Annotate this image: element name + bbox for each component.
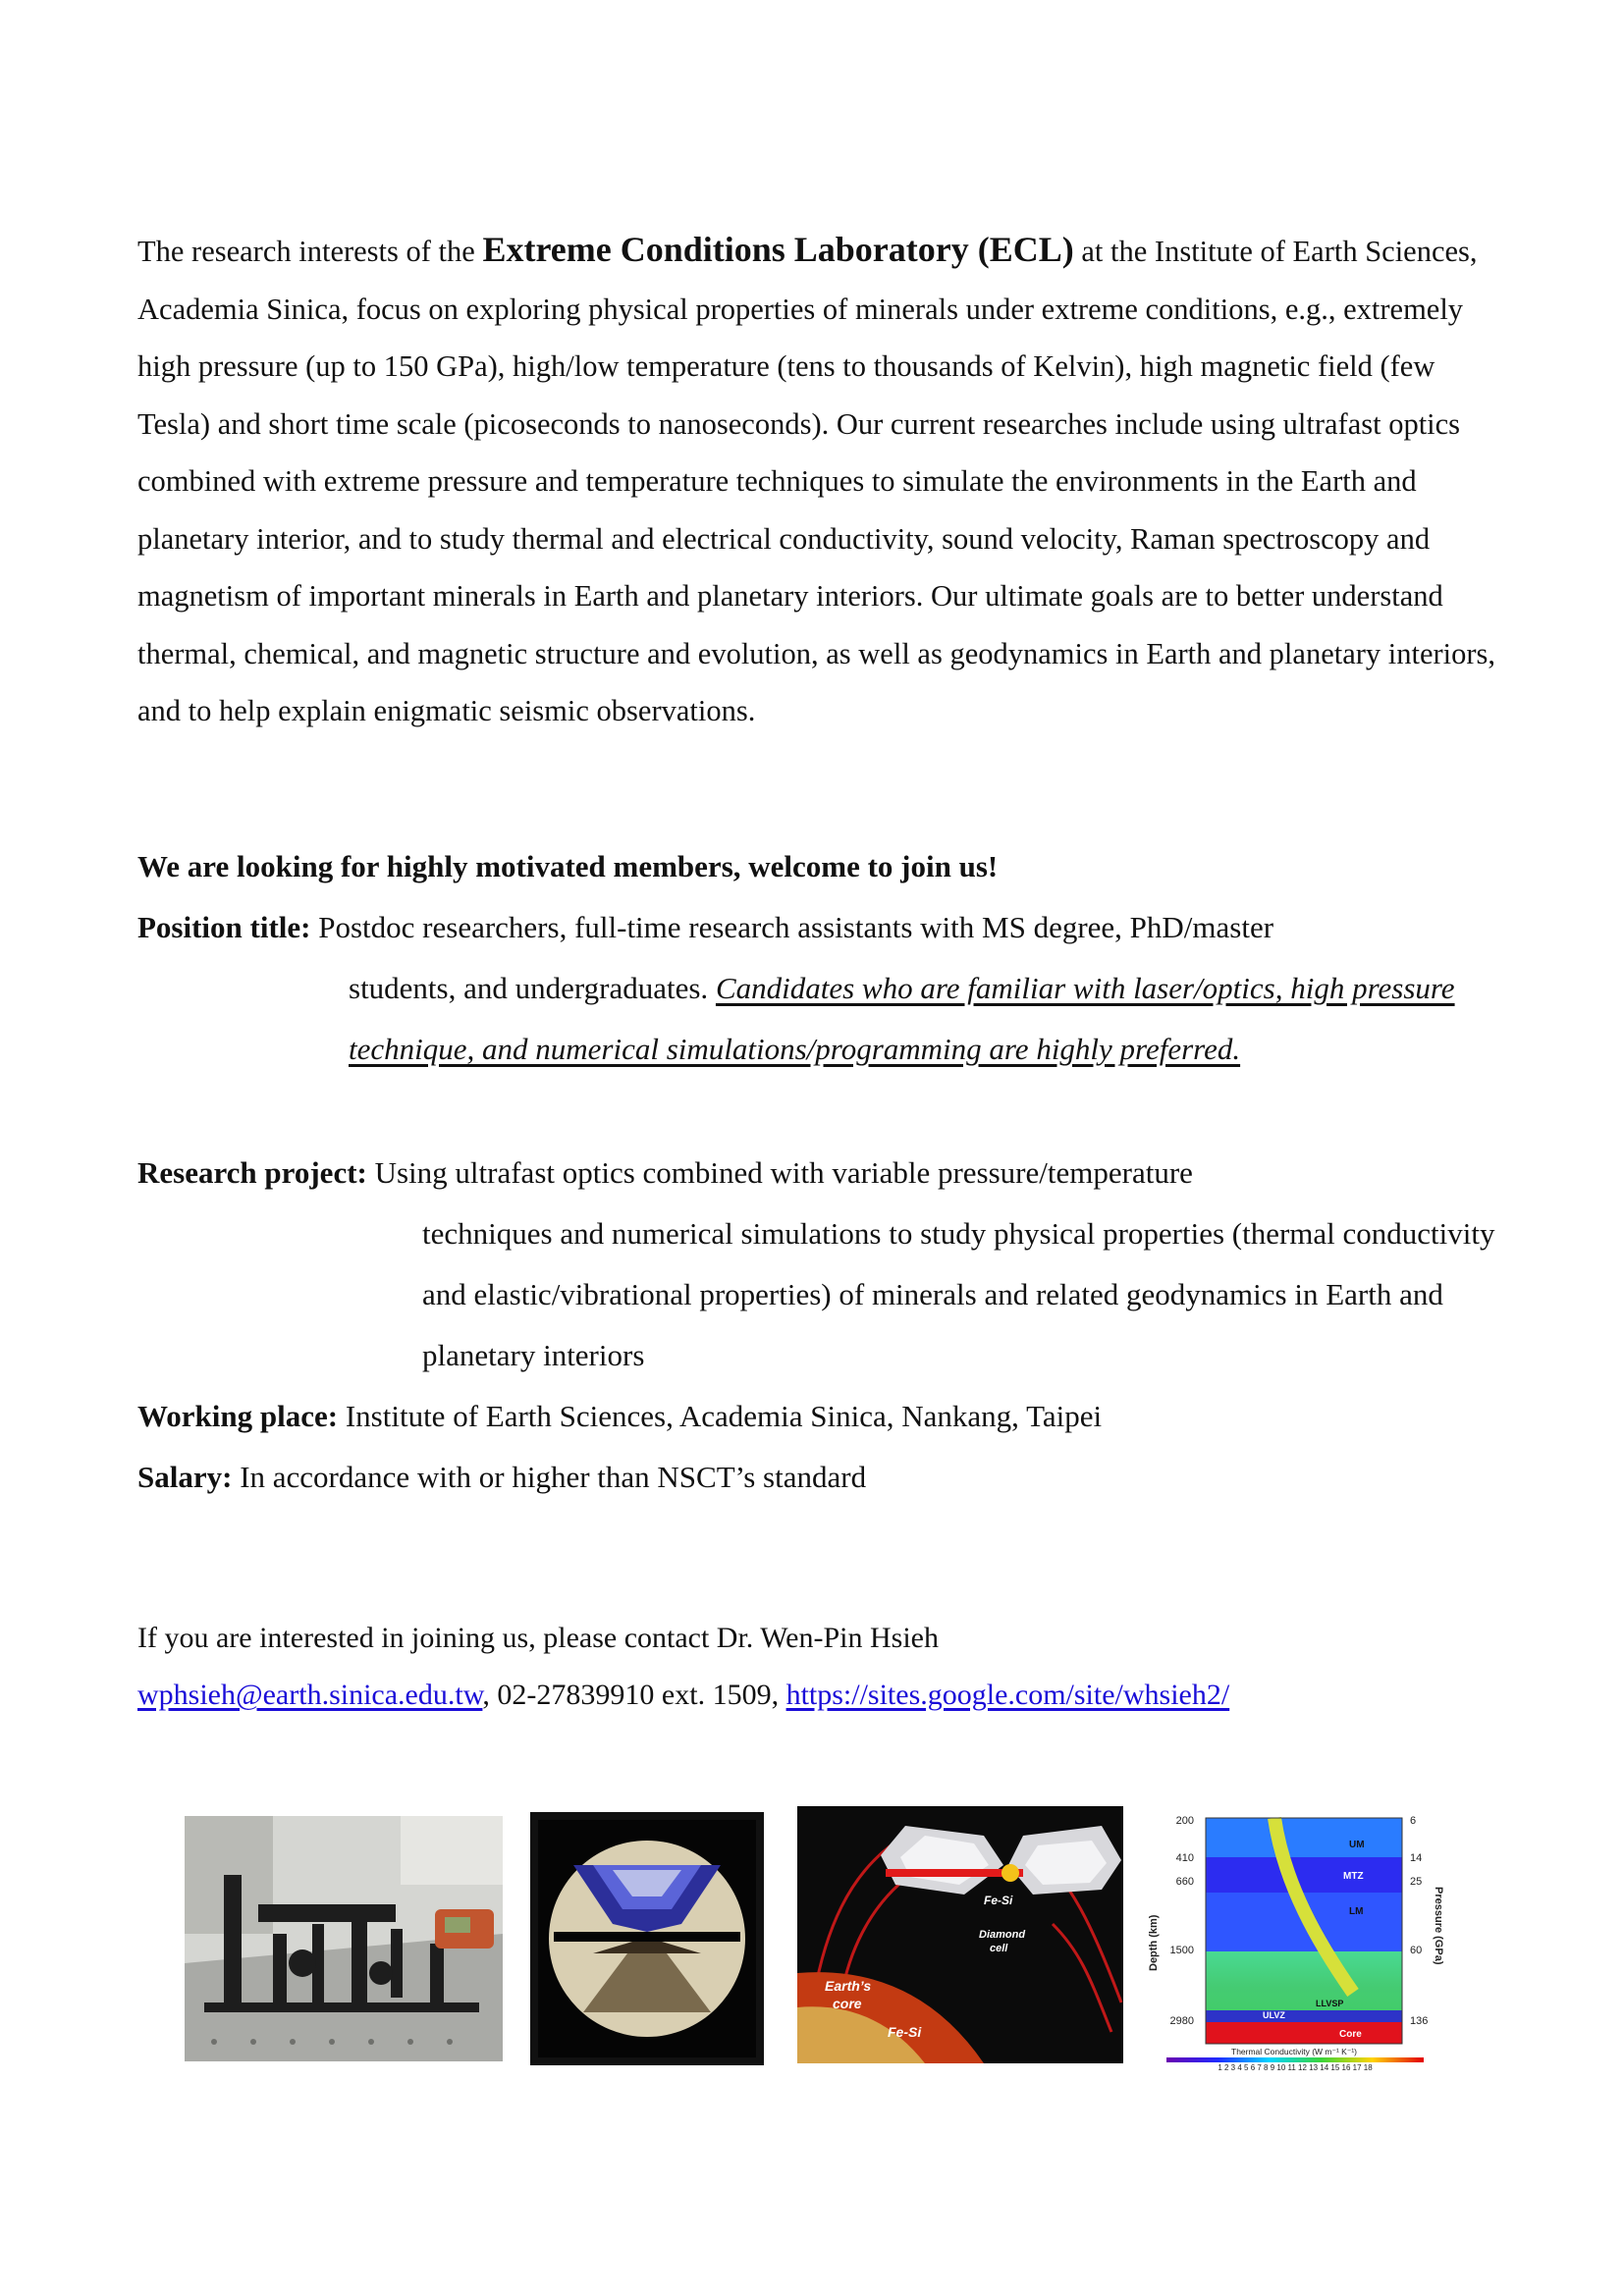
- depth-axis-label: Depth (km): [1148, 1914, 1160, 1971]
- position-line2: students, and undergraduates.: [349, 971, 716, 1005]
- phone-text: , 02-27839910 ext. 1509,: [482, 1679, 786, 1711]
- intro-rest: at the Institute of Earth Sciences, Academia Sinica, focus on exploring physical properties of minerals under extreme conditions, e.g., extremely high pressure (up to 150 GPa), high/low temperature (tens to thousands of Kelvin), high magnetic field (few Tesla) and short time scale (picoseconds to nanoseconds). Our current researches include using ultrafast optics combined with extreme pressure and temperature techniques to simulate the environments in the Earth and planetary interior, and to study thermal and electrical conductivity, sound velocity, Raman spectroscopy and magnetism of important minerals in Earth and planetary interiors. Our ultimate goals are to better understand thermal, chemical, and magnetic structure and evolution, as well as geodynamics in Earth and planetary interiors, and to help explain enigmatic seismic observations.: [137, 235, 1496, 727]
- layer-llsvp: LLVSP: [1316, 1999, 1344, 2008]
- contact-block: [137, 1610, 1502, 1724]
- depth-tick-2980: 2980: [1169, 2015, 1194, 2027]
- core-label: core: [833, 1996, 862, 2011]
- contact-line1: If you are interested in joining us, please contact Dr. Wen-Pin Hsieh: [137, 1622, 939, 1654]
- pressure-tick-6: 6: [1410, 1815, 1417, 1827]
- earth-core-drawing: [797, 1806, 1123, 2063]
- diamond-anvil-photo: [534, 1816, 760, 2061]
- pressure-tick-14: 14: [1410, 1852, 1423, 1864]
- lab-optics-photo: [185, 1816, 503, 2061]
- salary-label: Salary:: [137, 1460, 233, 1494]
- preferred-candidates: Candidates who are familiar with laser/optics, high pressure technique, and numerical simulations/programming are highly preferred.: [349, 971, 1455, 1066]
- pressure-tick-60: 60: [1410, 1945, 1423, 1956]
- diamond-anvil-drawing: [534, 1816, 760, 2061]
- depth-tick-660: 660: [1175, 1876, 1194, 1888]
- lab-optics-drawing: [185, 1816, 503, 2061]
- diamond-label: Diamond: [979, 1929, 1026, 1941]
- cell-label: cell: [990, 1943, 1008, 1954]
- position-line1: Postdoc researchers, full-time research assistants with MS degree, PhD/master: [310, 910, 1274, 944]
- position-continuation: [349, 958, 1478, 1080]
- colorbar-ticks: 1 2 3 4 5 6 7 8 9 10 11 12 13 14 15 16 17 18: [1218, 2063, 1373, 2072]
- fe-si-bottom-label: Fe-Si: [888, 2024, 922, 2040]
- project-continuation: techniques and numerical simulations to study physical properties (thermal conductivity and elastic/vibrational properties) of minerals and related geodynamics in Earth and planetary interiors: [422, 1216, 1495, 1372]
- working-label: Working place:: [137, 1399, 339, 1433]
- colorbar-label: Thermal Conductivity (W m⁻¹ K⁻¹): [1231, 2047, 1357, 2056]
- project-line1: Using ultrafast optics combined with variable pressure/temperature: [366, 1155, 1193, 1190]
- position-label: Position title:: [137, 910, 311, 944]
- colorbar: [1166, 2057, 1424, 2062]
- pressure-tick-136: 136: [1410, 2015, 1429, 2027]
- thermal-conductivity-drawing: [1147, 1796, 1444, 2072]
- depth-tick-200: 200: [1175, 1815, 1194, 1827]
- call-to-action: We are looking for highly motivated members, welcome to join us!: [137, 849, 999, 883]
- intro-paragraph: [137, 221, 1502, 740]
- intro-lead: The research interests of the: [137, 235, 483, 268]
- thermal-conductivity-figure: [1147, 1796, 1444, 2072]
- layer-core: Core: [1339, 2029, 1362, 2040]
- position-title-row: [137, 897, 1502, 958]
- depth-tick-410: 410: [1175, 1852, 1194, 1864]
- layer-um: UM: [1349, 1840, 1365, 1850]
- fe-si-top-label: Fe-Si: [984, 1894, 1013, 1907]
- research-project-row: [137, 1143, 1502, 1203]
- layer-lm: LM: [1349, 1906, 1364, 1917]
- layer-ulvz: ULVZ: [1263, 2010, 1285, 2020]
- layer-mtz: MTZ: [1343, 1871, 1364, 1882]
- lab-name: Extreme Conditions Laboratory (ECL): [482, 230, 1074, 269]
- earths-label: Earth’s: [825, 1978, 872, 1994]
- pressure-tick-25: 25: [1410, 1876, 1423, 1888]
- salary-value: In accordance with or higher than NSCT’s standard: [232, 1460, 867, 1494]
- contact-line2: [137, 1667, 1502, 1724]
- working-place-row: [137, 1386, 1502, 1447]
- website-link[interactable]: https://sites.google.com/site/whsieh2/: [785, 1679, 1230, 1711]
- email-link[interactable]: wphsieh@earth.sinica.edu.tw: [137, 1679, 483, 1711]
- working-value: Institute of Earth Sciences, Academia Sinica, Nankang, Taipei: [338, 1399, 1103, 1433]
- project-label: Research project:: [137, 1155, 367, 1190]
- depth-tick-1500: 1500: [1169, 1945, 1194, 1956]
- salary-row: [137, 1447, 1502, 1508]
- earth-core-illustration: [797, 1806, 1123, 2063]
- pressure-axis-label: Pressure (GPa): [1433, 1887, 1444, 1965]
